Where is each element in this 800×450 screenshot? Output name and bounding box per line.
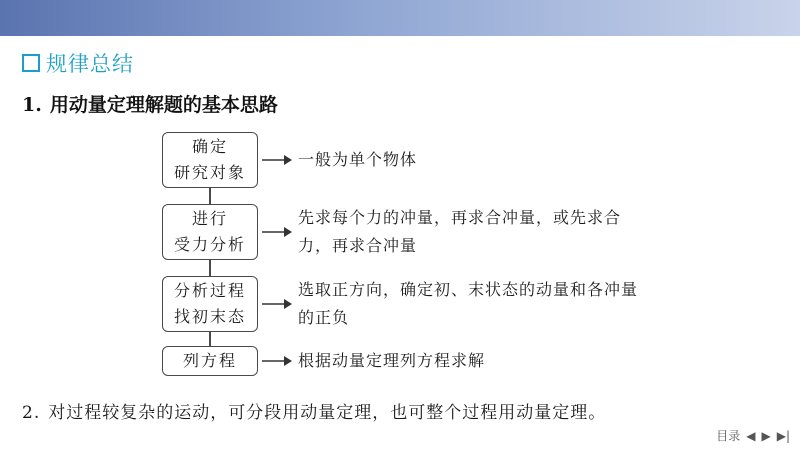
- heading-1-text: 用动量定理解题的基本思路: [49, 94, 278, 116]
- next-slide-icon[interactable]: ▶: [761, 428, 771, 443]
- flow-connector: [209, 188, 211, 204]
- flow-step-box: [162, 132, 258, 188]
- item-2-text: 对过程较复杂的运动，可分段用动量定理，也可整个过程用动量定理。: [48, 403, 607, 423]
- flow-step-desc: 根据动量定理列方程求解: [298, 351, 486, 370]
- flow-step-line2: 受力分析: [173, 235, 246, 254]
- flow-step-desc: 一般为单个物体: [298, 150, 418, 169]
- section-header: [22, 48, 134, 78]
- flow-connector: [209, 332, 211, 346]
- checkbox-square-icon: [22, 54, 40, 72]
- flow-step-box: [162, 346, 258, 376]
- section-title: 规律总结: [46, 52, 134, 76]
- arrow-right-icon: [262, 154, 292, 166]
- flow-step-box: [162, 276, 258, 332]
- top-banner: [0, 0, 800, 36]
- item-2-number: 2.: [22, 403, 41, 423]
- arrow-right-icon: [262, 298, 292, 310]
- arrow-right-icon: [262, 226, 292, 238]
- heading-1: [22, 90, 278, 117]
- prev-slide-icon[interactable]: ◀: [746, 428, 756, 443]
- heading-1-number: 1.: [22, 94, 42, 116]
- flow-step-line1: 进行: [191, 209, 228, 228]
- slide-navigation: [716, 427, 790, 444]
- flow-step-line1: 列方程: [182, 351, 237, 370]
- flow-step-line1: 确定: [191, 137, 228, 156]
- flow-connector: [209, 260, 211, 276]
- arrow-right-icon: [262, 355, 292, 367]
- last-slide-icon[interactable]: ▶|: [776, 428, 790, 443]
- flow-step-line2: 找初末态: [173, 307, 246, 326]
- flow-step-desc: 选取正方向，确定初、末状态的动量和各冲量的正负: [298, 280, 639, 327]
- flow-step-line2: 研究对象: [173, 163, 246, 182]
- flow-step-desc: 先求每个力的冲量，再求合冲量，或先求合力，再求合冲量: [298, 208, 622, 255]
- flow-step-line1: 分析过程: [173, 281, 246, 300]
- numbered-item-2: [22, 398, 606, 423]
- flow-step-box: [162, 204, 258, 260]
- menu-link[interactable]: 目录: [716, 429, 741, 443]
